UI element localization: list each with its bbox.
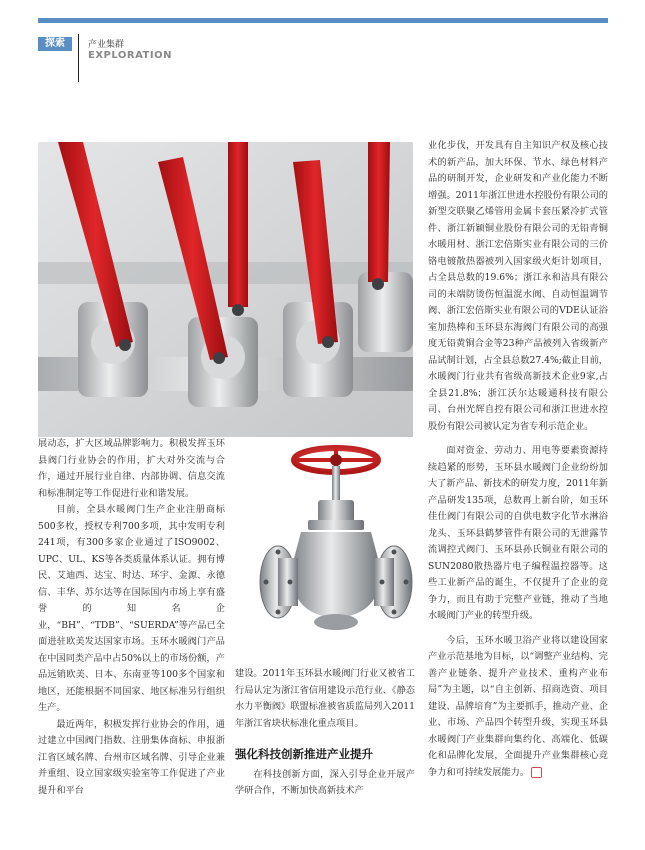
- stop-valve-illustration: [256, 440, 416, 655]
- header-divider: [78, 34, 79, 82]
- paragraph: 展动态，扩大区域品牌影响力。积极发挥玉环县阀门行业协会的作用，扩大对外交流与合作，通过开展行业自律、内部协调、信息交流和标准制定等工作促进行业和谐发展。: [38, 438, 225, 499]
- paragraph: 在科技创新方面，深入引导企业开展产学研合作，不断加快高新技术产: [235, 768, 415, 796]
- section-title-en: EXPLORATION: [88, 50, 172, 61]
- paragraph-text: 今后，玉环水暖卫浴产业将以建设国家产业示范基地为目标，以“调整产业结构、完善产业链条、提升产业技术、重构产业布局”为主题，以“自主创新、招商选资、项目建设、品牌培育”为主要抓手，推动产业、企业、市场、产品四个转型升级，实现玉环县水暖阀门产业集群向集约化、高端化、低碳化和品牌化发展，全面提升产业集群核心竞争力和可持续发展能力。: [428, 634, 608, 778]
- paragraph: 面对资金、劳动力、用电等要素资源持续趋紧的形势，玉环县水暖阀门企业纷纷加大了新产品、新技术的研发力度，2011年新产品研发135项，总数再上新台阶，如玉环佳仕阀门有限公司的自供电数字化节水淋浴龙头、玉环县鹤梦管件有限公司的无泄露节流调控式阀门、玉环县孙氏铜业有限公司的SUN2080散热器片电子编程温控器等。这些工业新产品的诞生，不仅提升了企业的竞争力，而且有助于完整产业链，推动了当地水暖阀门产业的转型升级。: [428, 445, 608, 621]
- text-column-2: [235, 666, 415, 800]
- paragraph: [428, 633, 608, 782]
- paragraph: 最近两年，积极发挥行业协会的作用，通过建立中国阀门指数、注册集体商标、申报浙江省区域名牌、台州市区域名牌、引导企业兼并重组、设立国家级实验室等工作促进了产业提升和平台: [38, 718, 225, 796]
- section-heading: 强化科技创新推进产业提升: [235, 747, 373, 761]
- top-accent-bar: [38, 18, 608, 23]
- section-tag: 探索: [38, 37, 72, 51]
- text-column-1: [38, 436, 225, 799]
- paragraph: 建设。2011年玉环县水暖阀门行业又被省工行局认定为浙江省信用建设示范行业、《静态水力平衡阀》联盟标准被省质监局列入2011年浙江省块状标准化重点项目。: [235, 668, 415, 729]
- text-column-3: [428, 138, 608, 781]
- valves-photo: [38, 142, 413, 437]
- end-mark-icon: [531, 767, 542, 778]
- paragraph: 业化步伐，开发具有自主知识产权及核心技术的新产品，加大环保、节水、绿色材料产品的研制开发，企业研发和产业化能力不断增强。2011年浙江世进水控股份有限公司的新型交联聚乙烯管用金属卡套压紧冷扩式管件、浙江新颖铜业股份有限公司的无铅青铜水暖用材、浙江宏倍斯实业有限公司的三价铬电镀散热器被列入国家级火炬计划项目，占全县总数的19.6%；浙江永和洁具有限公司的未端防烫伤恒温混水阀、自动恒温调节阀、浙江宏倍斯实业有限公司的VDE认证浴室加热棒和玉环县东海阀门有限公司的高强度无铅黄铜合金等23种产品被列入省级新产品试制计划，占全县总数27.4%;截止目前，水暖阀门行业共有省级高新技术企业9家,占全县21.8%；浙江沃尔达暖通科技有限公司、台州光辉自控有限公司和浙江世进水控股份有限公司被认定为省专利示范企业。: [428, 140, 608, 432]
- section-title-cn: 产业集群: [88, 40, 125, 50]
- paragraph: 目前，全县水暖阀门生产企业注册商标500多枚，授权专利700多项，其中发明专利241项，有300多家企业通过了ISO9002、UPC、UL、KS等各类质量体系认证。拥有博民、艾迪西、达宝、时达、环宇、金源、永德信、丰华、苏尔达等在国际国内市场上享有盛誉的知名企业，“BH”、“TDB”、“SUERDA”等产品已全面进驻欧美发达国家市场。玉环水暖阀门产品在中国同类产品中占50%以上的市场份额，产品远销欧美、日本、东南亚等100多个国家和地区，还能根据不同国家、地区标准另行组织生产。: [38, 504, 225, 713]
